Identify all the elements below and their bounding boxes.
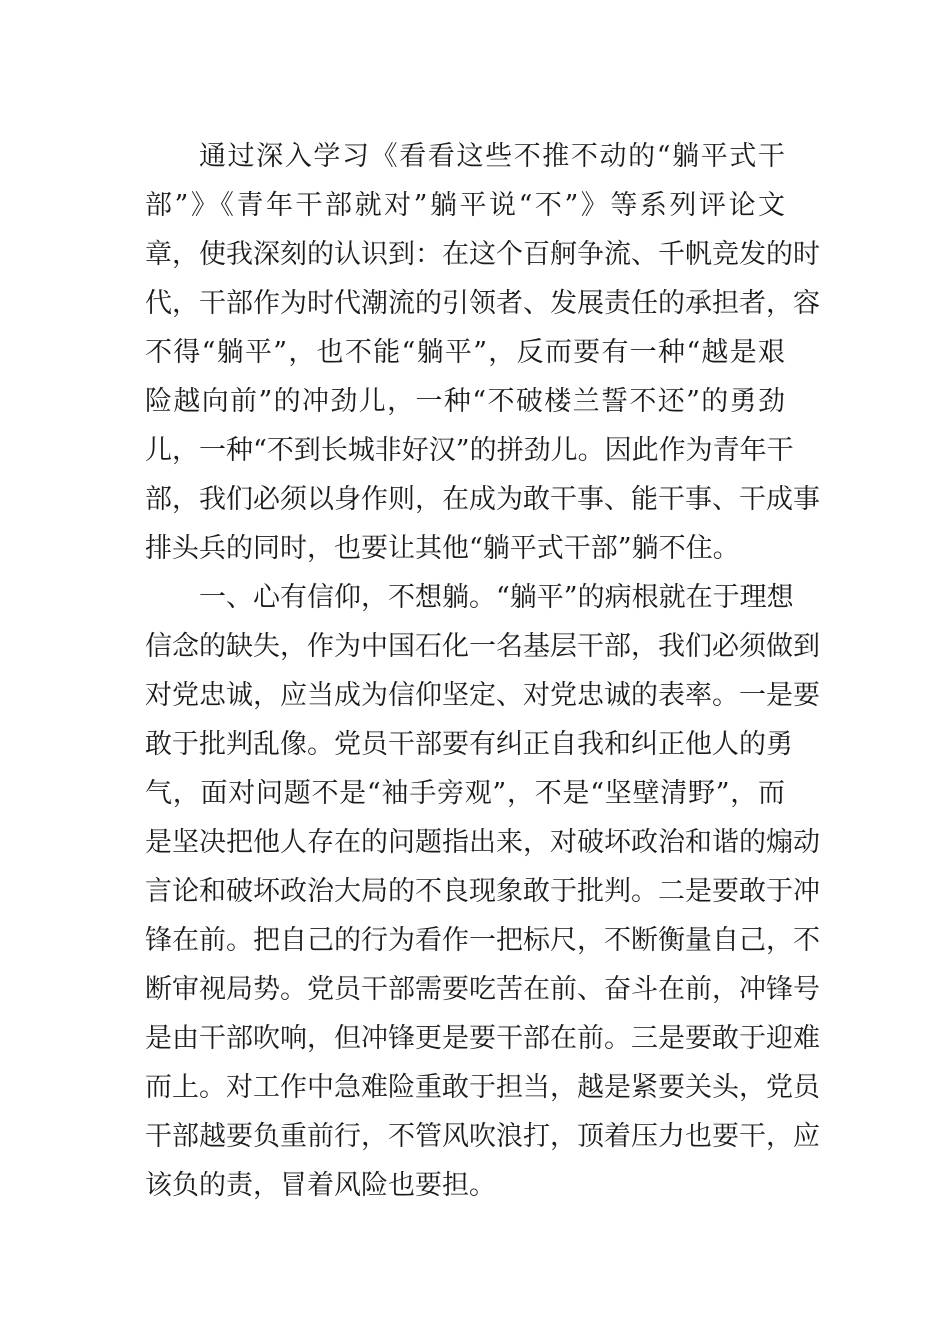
paragraph-2-line-10: 是由干部吹响，但冲锋更是要干部在前。三是要敢于迎难 bbox=[145, 1023, 820, 1054]
paragraph-1-line-8: 部，我们必须以身作则，在成为敢干事、能干事、干成事 bbox=[145, 484, 820, 515]
paragraph-2-line-1: 一、心有信仰，不想躺。“躺平”的病根就在于理想 bbox=[199, 582, 794, 613]
paragraph-1-line-4: 代，干部作为时代潮流的引领者、发展责任的承担者，容 bbox=[145, 288, 820, 319]
paragraph-2-line-13: 该负的责，冒着风险也要担。 bbox=[145, 1170, 496, 1201]
document-body bbox=[145, 132, 820, 1210]
paragraph-1-line-9: 排头兵的同时，也要让其他“躺平式干部”躺不住。 bbox=[145, 533, 740, 564]
paragraph-2-line-4: 敢于批判乱像。党员干部要有纠正自我和纠正他人的勇 bbox=[145, 729, 793, 760]
paragraph-2-line-11: 而上。对工作中急难险重敢于担当，越是紧要关头，党员 bbox=[145, 1072, 820, 1103]
paragraph-2-line-3: 对党忠诚，应当成为信仰坚定、对党忠诚的表率。一是要 bbox=[145, 680, 820, 711]
paragraph-2-line-12: 干部越要负重前行，不管风吹浪打，顶着压力也要干，应 bbox=[145, 1121, 820, 1152]
paragraph-2-line-8: 锋在前。把自己的行为看作一把标尺，不断衡量自己，不 bbox=[145, 925, 820, 956]
paragraph-1-line-1: 通过深入学习《看看这些不推不动的“躺平式干 bbox=[199, 141, 785, 172]
paragraph-2-line-2: 信念的缺失，作为中国石化一名基层干部，我们必须做到 bbox=[145, 631, 820, 662]
paragraph-2-line-9: 断审视局势。党员干部需要吃苦在前、奋斗在前，冲锋号 bbox=[145, 974, 820, 1005]
paragraph-2-line-7: 言论和破坏政治大局的不良现象敢于批判。二是要敢于冲 bbox=[145, 876, 820, 907]
paragraph-1-line-3: 章，使我深刻的认识到：在这个百舸争流、千帆竞发的时 bbox=[145, 239, 820, 270]
paragraph-1-line-7: 儿，一种“不到长城非好汉”的拼劲儿。因此作为青年干 bbox=[145, 435, 794, 466]
paragraph-1-line-5: 不得“躺平”，也不能“躺平”，反而要有一种“越是艰 bbox=[145, 337, 785, 368]
paragraph-2-line-5: 气，面对问题不是“袖手旁观”，不是“坚壁清野”，而 bbox=[145, 778, 785, 809]
paragraph-1-line-6: 险越向前”的冲劲儿，一种“不破楼兰誓不还”的勇劲 bbox=[145, 386, 785, 417]
paragraph-1-line-2: 部”》《青年干部就对”躺平说“不”》等系列评论文 bbox=[145, 190, 785, 221]
paragraph-2-line-6: 是坚决把他人存在的问题指出来，对破坏政治和谐的煽动 bbox=[145, 827, 820, 858]
